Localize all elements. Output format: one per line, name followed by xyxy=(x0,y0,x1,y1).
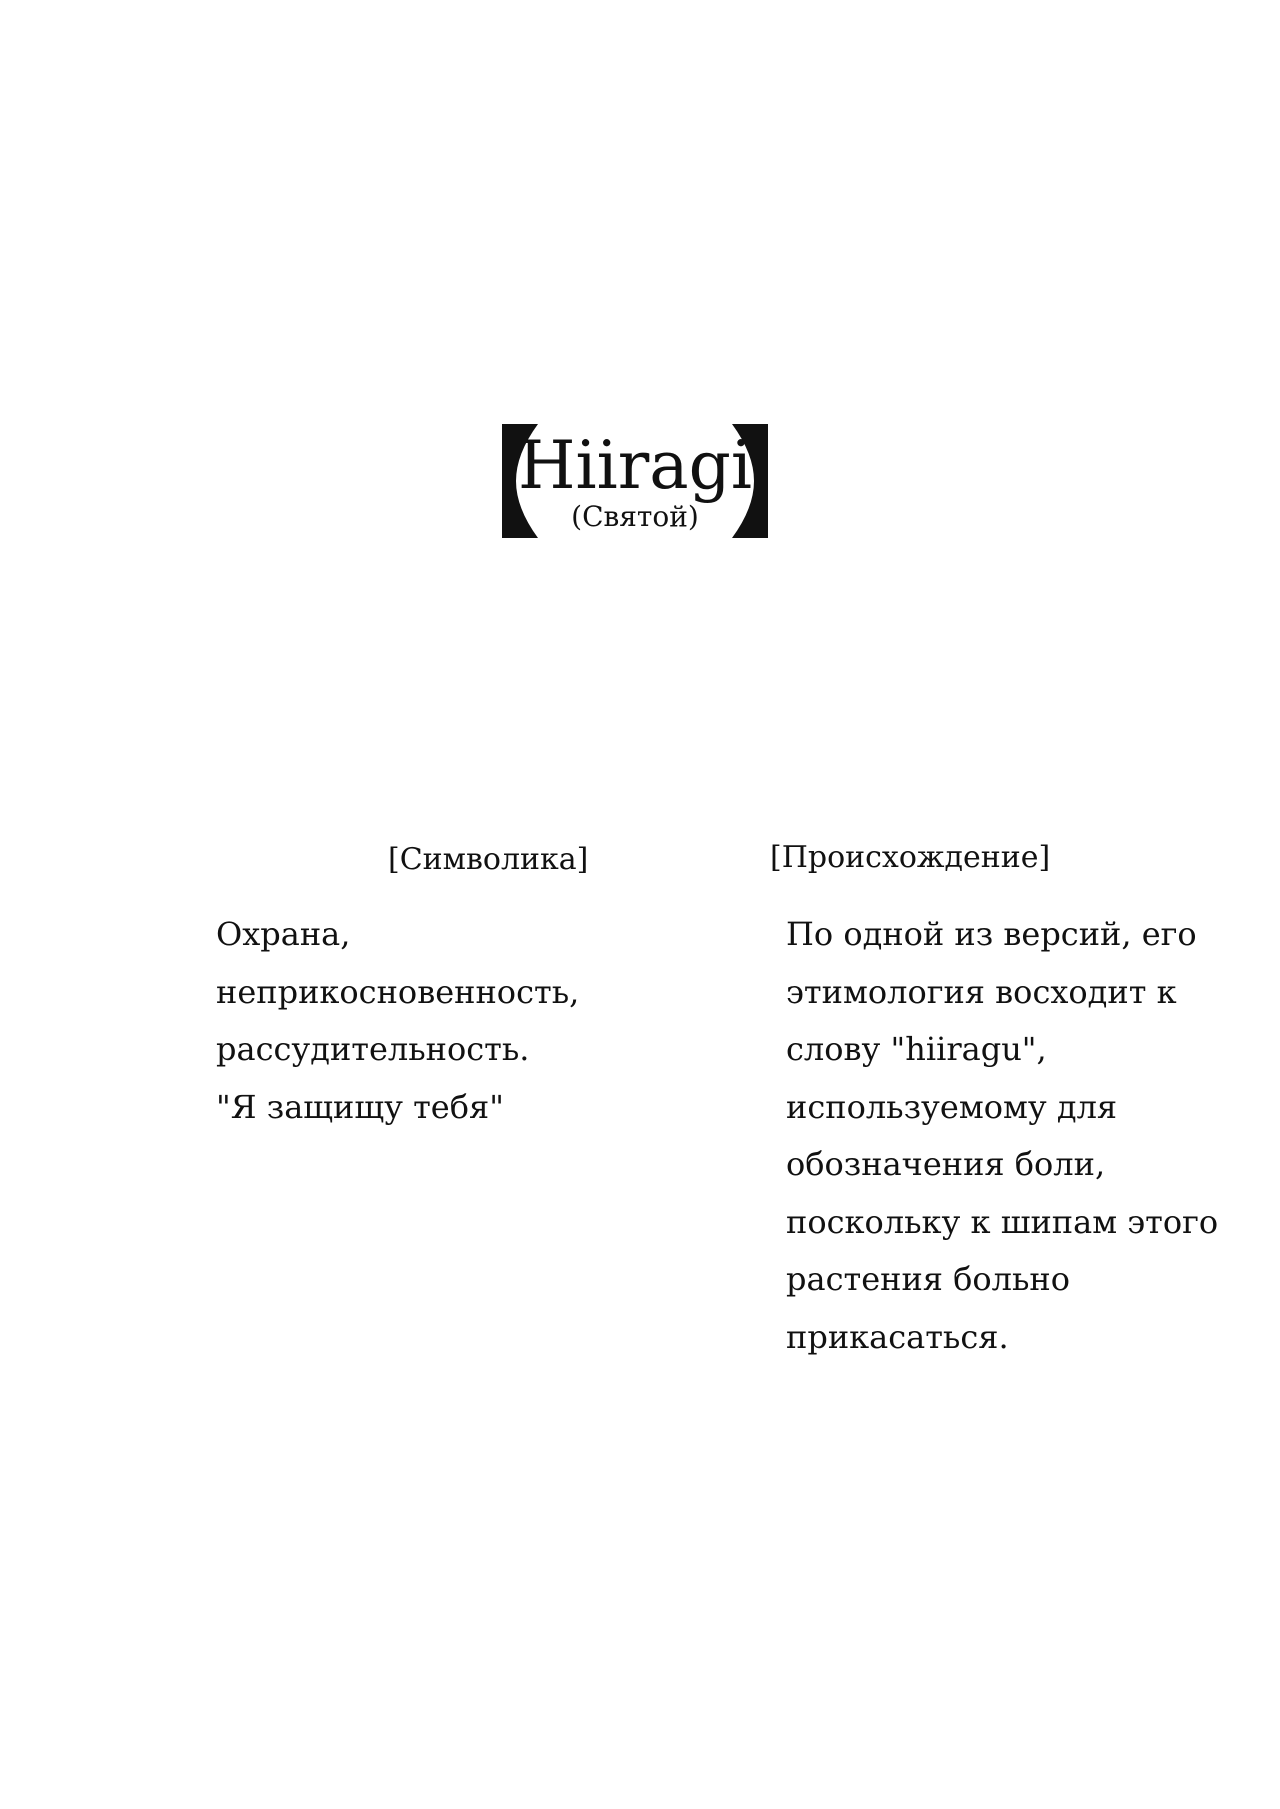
symbolism-line: рассудительность. xyxy=(216,1030,530,1068)
origin-line: используемому для xyxy=(786,1087,1118,1126)
origin-line: этимология восходит к xyxy=(786,972,1177,1011)
symbolism-line: "Я защищу тебя" xyxy=(216,1087,504,1126)
origin-line: прикасаться. xyxy=(786,1317,1009,1356)
symbolism-text xyxy=(216,906,579,1136)
origin-line: поскольку к шипам этого xyxy=(786,1202,1219,1241)
origin-line: обозначения боли, xyxy=(786,1145,1106,1183)
symbolism-line: неприкосновенность, xyxy=(216,972,580,1011)
page-subtitle: (Святой) xyxy=(571,500,699,533)
symbolism-heading: [Символика] xyxy=(388,842,589,877)
symbolism-line: Охрана, xyxy=(216,915,351,953)
origin-line: По одной из версий, его xyxy=(786,915,1197,953)
origin-line: растения больно xyxy=(786,1260,1071,1298)
page-title: Hiiragi xyxy=(517,427,753,504)
title-block xyxy=(502,424,768,540)
origin-heading: [Происхождение] xyxy=(770,840,1051,875)
origin-line: слову "hiiragu", xyxy=(786,1030,1047,1068)
origin-text xyxy=(786,906,1218,1366)
